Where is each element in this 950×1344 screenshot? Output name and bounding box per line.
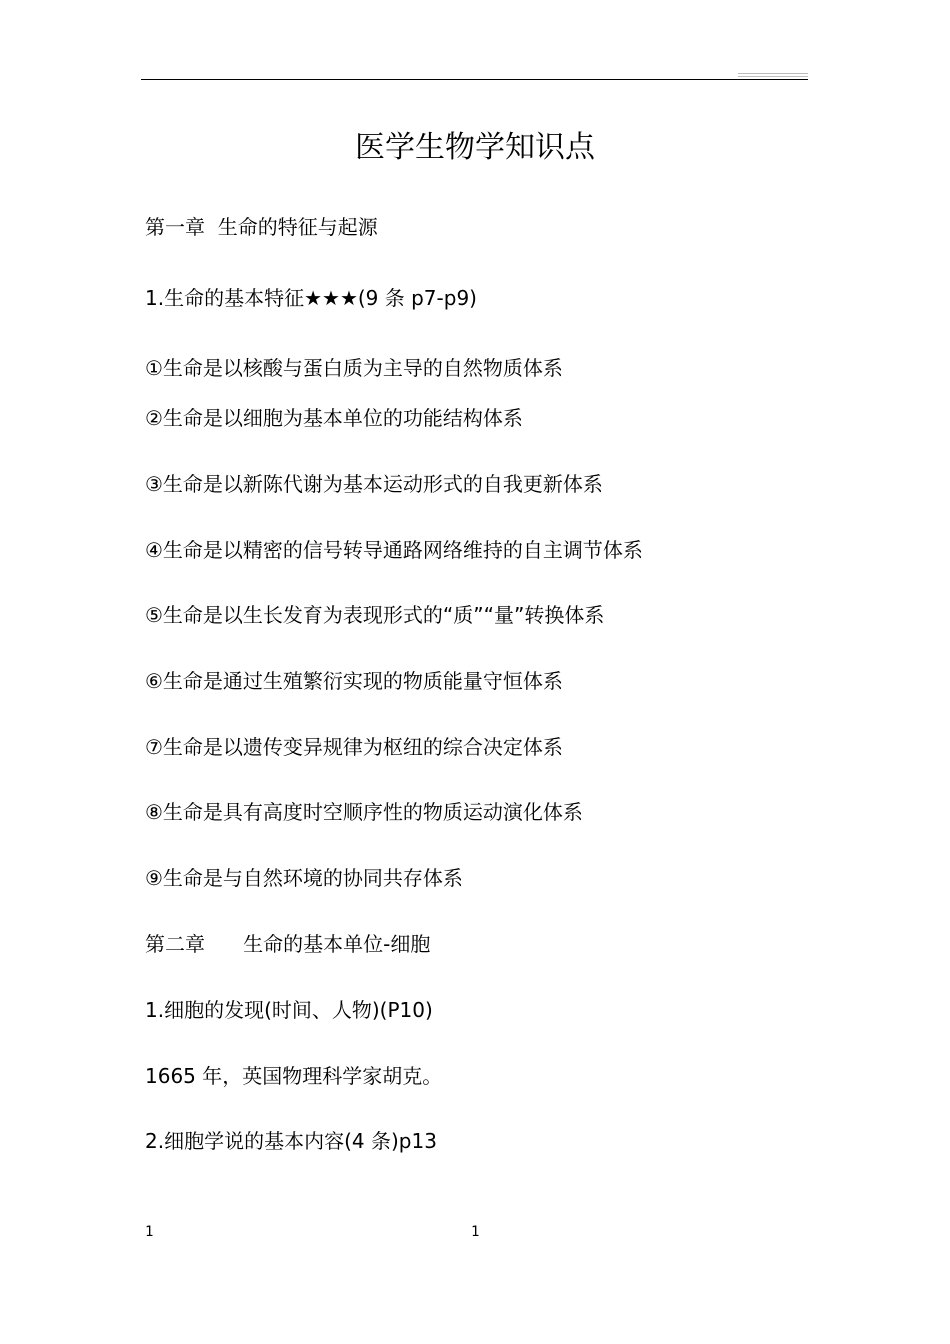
header-mark — [738, 73, 808, 74]
header-rule — [141, 79, 808, 80]
header-mark — [738, 76, 808, 77]
section-heading: 1.细胞的发现(时间、人物)(P10) — [145, 998, 433, 1022]
list-item: ③生命是以新陈代谢为基本运动形式的自我更新体系 — [145, 472, 603, 496]
list-item: ⑦生命是以遗传变异规律为枢纽的综合决定体系 — [145, 735, 563, 759]
list-item: ②生命是以细胞为基本单位的功能结构体系 — [145, 406, 523, 430]
list-item: ⑤生命是以生长发育为表现形式的“质”“量”转换体系 — [145, 603, 605, 627]
section-heading: 1.生命的基本特征★★★(9 条 p7-p9) — [145, 286, 477, 310]
list-item: ①生命是以核酸与蛋白质为主导的自然物质体系 — [145, 356, 563, 380]
chapter-heading: 第一章 生命的特征与起源 — [145, 215, 378, 239]
list-item: ⑧生命是具有高度时空顺序性的物质运动演化体系 — [145, 800, 583, 824]
list-item: ⑨生命是与自然环境的协同共存体系 — [145, 866, 463, 890]
document-title: 医学生物学知识点 — [355, 130, 595, 165]
section-heading: 2.细胞学说的基本内容(4 条)p13 — [145, 1129, 437, 1153]
footer-page-number-left: 1 — [145, 1224, 154, 1240]
chapter-heading: 第二章 生命的基本单位-细胞 — [145, 932, 431, 956]
paragraph: 1665 年，英国物理科学家胡克。 — [145, 1064, 443, 1088]
list-item: ⑥生命是通过生殖繁衍实现的物质能量守恒体系 — [145, 669, 563, 693]
footer-page-number-center: 1 — [471, 1224, 480, 1240]
list-item: ④生命是以精密的信号转导通路网络维持的自主调节体系 — [145, 538, 643, 562]
